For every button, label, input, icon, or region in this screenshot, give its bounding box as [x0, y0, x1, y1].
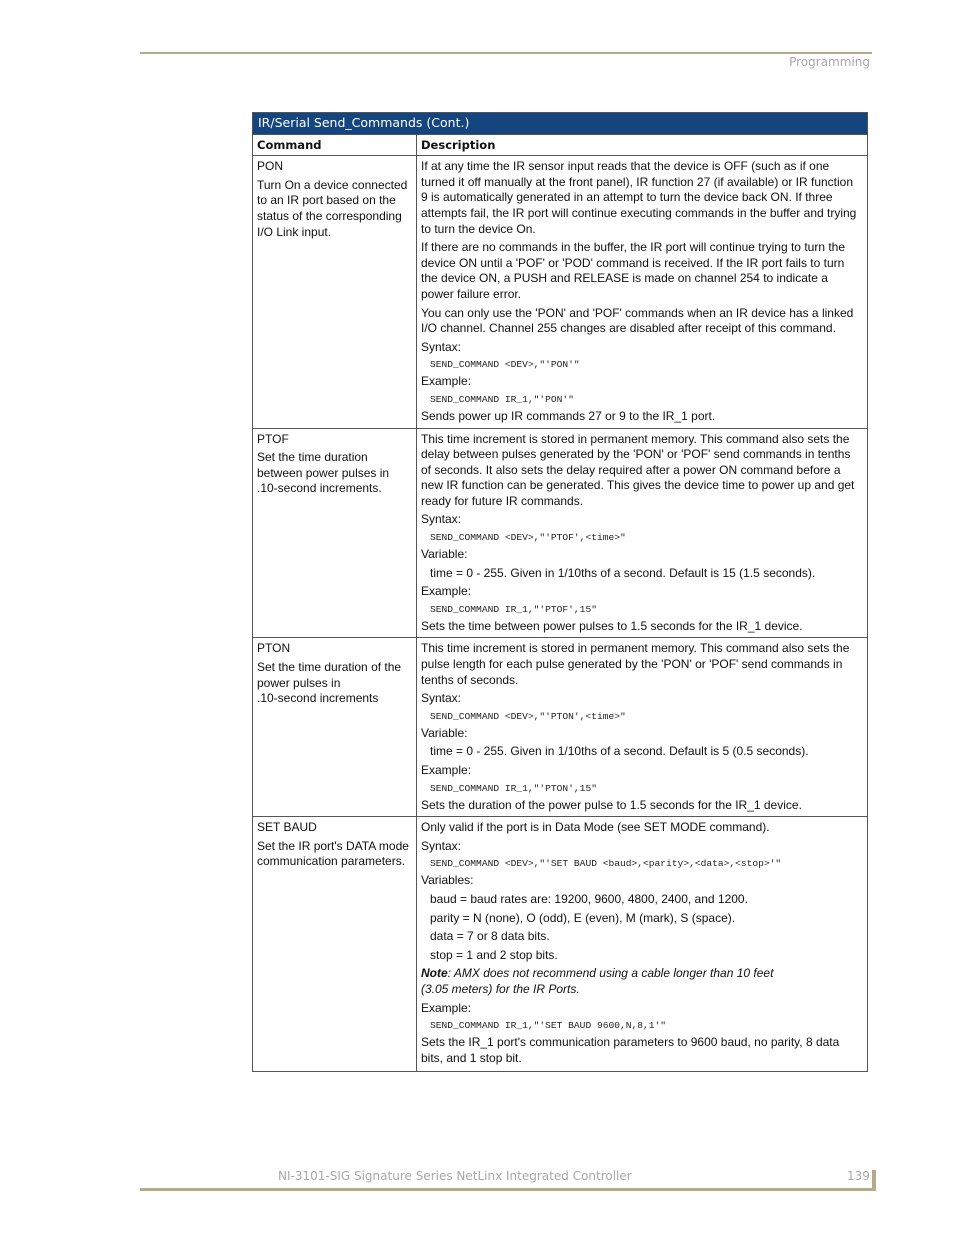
description-paragraph: You can only use the 'PON' and 'POF' commands when an IR device has a linked I/O channel. Channel 255 changes are disabled after receipt of this command. — [421, 305, 854, 336]
footer-rule — [140, 1188, 874, 1191]
table-header-row — [253, 134, 868, 156]
command-summary: Set the IR port's DATA mode communication parameters. — [257, 838, 409, 869]
syntax-code: SEND_COMMAND <DEV>,"'SET BAUD <baud>,<parity>,<data>,<stop>'" — [430, 858, 782, 870]
variable-label: Variable: — [421, 547, 468, 562]
example-code: SEND_COMMAND IR_1,"'PTON',15" — [430, 782, 597, 794]
description-paragraph: Only valid if the port is in Data Mode (see SET MODE command). — [421, 820, 770, 835]
command-cell — [253, 638, 417, 817]
command-name: SET BAUD — [257, 820, 317, 835]
table-title: IR/Serial Send_Commands (Cont.) — [253, 113, 868, 135]
command-summary-continued: .10-second increments — [257, 691, 379, 706]
note-text-continued: (3.05 meters) for the IR Ports. — [421, 981, 580, 996]
description-cell — [417, 817, 868, 1072]
description-paragraph: If there are no commands in the buffer, the IR port will continue trying to turn the device ON until a 'POF' or 'POD' command is received. If the IR port fails to turn the device ON, a PUSH and RELEASE is made on channel 254 to indicate a power failure error. — [421, 240, 846, 301]
syntax-code: SEND_COMMAND <DEV>,"'PTON',<time>" — [430, 710, 626, 722]
syntax-code: SEND_COMMAND <DEV>,"'PTOF',<time>" — [430, 532, 626, 544]
note-label: Note — [421, 966, 448, 981]
description-paragraph: This time increment is stored in permanent memory. This command also sets the pulse length for each pulse generated by the 'PON' or 'POF' send commands in tenths of seconds. — [421, 641, 850, 687]
command-cell — [253, 156, 417, 428]
variable-definition: time = 0 - 255. Given in 1/10ths of a second. Default is 15 (1.5 seconds). — [430, 565, 816, 580]
command-cell — [253, 428, 417, 638]
header-rule — [140, 52, 872, 54]
example-label: Example: — [421, 374, 472, 389]
variable-baud: baud = baud rates are: 19200, 9600, 4800, 2400, and 1200. — [430, 891, 748, 906]
variable-parity: parity = N (none), O (odd), E (even), M (mark), S (space). — [430, 910, 736, 925]
syntax-code: SEND_COMMAND <DEV>,"'PON'" — [430, 359, 580, 371]
example-code: SEND_COMMAND IR_1,"'PTOF',15" — [430, 603, 597, 615]
example-result: Sends power up IR commands 27 or 9 to the IR_1 port. — [421, 408, 716, 423]
command-name: PON — [257, 159, 284, 174]
example-result: Sets the IR_1 port's communication parameters to 9600 baud, no parity, 8 data bits, and 1 stop bit. — [421, 1035, 840, 1065]
note — [421, 966, 863, 982]
description-cell — [417, 156, 868, 428]
example-label: Example: — [421, 763, 472, 777]
table-title-row — [253, 113, 868, 135]
syntax-label: Syntax: — [421, 691, 462, 706]
command-summary: Set the time duration of the power pulses in — [257, 660, 402, 690]
table-row — [253, 156, 868, 428]
example-code: SEND_COMMAND IR_1,"'SET BAUD 9600,N,8,1'" — [430, 1020, 667, 1032]
column-header-command: Command — [253, 134, 417, 156]
send-commands-table — [252, 112, 868, 1072]
syntax-label: Syntax: — [421, 339, 462, 354]
footer-title: NI-3101-SIG Signature Series NetLinx Integrated Controller — [278, 1169, 632, 1183]
description-paragraph: This time increment is stored in permanent memory. This command also sets the delay between pulses generated by the 'PON' or 'POF' send commands in tenths of seconds. It also sets the delay required after a power ON command before a new IR function can be generated. This gives the device time to power up and get ready for future IR commands. — [421, 431, 855, 508]
example-result: Sets the duration of the power pulse to 1.5 seconds for the IR_1 device. — [421, 797, 802, 812]
page-number: 139 — [847, 1169, 870, 1183]
table-row — [253, 428, 868, 638]
command-summary: Turn On a device connected to an IR port based on the status of the corresponding I/O Link input. — [257, 177, 408, 239]
table-row — [253, 817, 868, 1072]
command-summary: Set the time duration between power pulses in .10-second increments. — [257, 450, 390, 496]
variables-label: Variables: — [421, 873, 474, 888]
variable-definition: time = 0 - 255. Given in 1/10ths of a second. Default is 5 (0.5 seconds). — [430, 744, 809, 759]
variable-data: data = 7 or 8 data bits. — [430, 929, 550, 944]
description-cell — [417, 638, 868, 817]
description-cell — [417, 428, 868, 638]
example-code: SEND_COMMAND IR_1,"'PON'" — [430, 393, 574, 405]
variable-label: Variable: — [421, 725, 468, 740]
column-header-description: Description — [417, 134, 868, 156]
description-paragraph: If at any time the IR sensor input reads that the device is OFF (such as if one turned it off manually at the front panel), IR function 27 (if available) or IR function 9 is automatically generated in an attempt to turn the device back ON. If three attempts fail, the IR port will continue executing commands in the buffer and trying to turn the device On. — [421, 159, 857, 236]
example-label: Example: — [421, 1000, 472, 1015]
syntax-label: Syntax: — [421, 512, 462, 527]
example-label: Example: — [421, 584, 472, 599]
section-label: Programming — [789, 55, 870, 69]
variable-stop: stop = 1 and 2 stop bits. — [430, 947, 558, 962]
note-text: : AMX does not recommend using a cable longer than 10 feet — [447, 966, 774, 981]
command-name: PTOF — [257, 431, 289, 446]
table-row — [253, 638, 868, 817]
command-name: PTON — [257, 641, 291, 656]
command-cell — [253, 817, 417, 1072]
syntax-label: Syntax: — [421, 838, 462, 853]
example-result: Sets the time between power pulses to 1.5 seconds for the IR_1 device. — [421, 618, 803, 633]
